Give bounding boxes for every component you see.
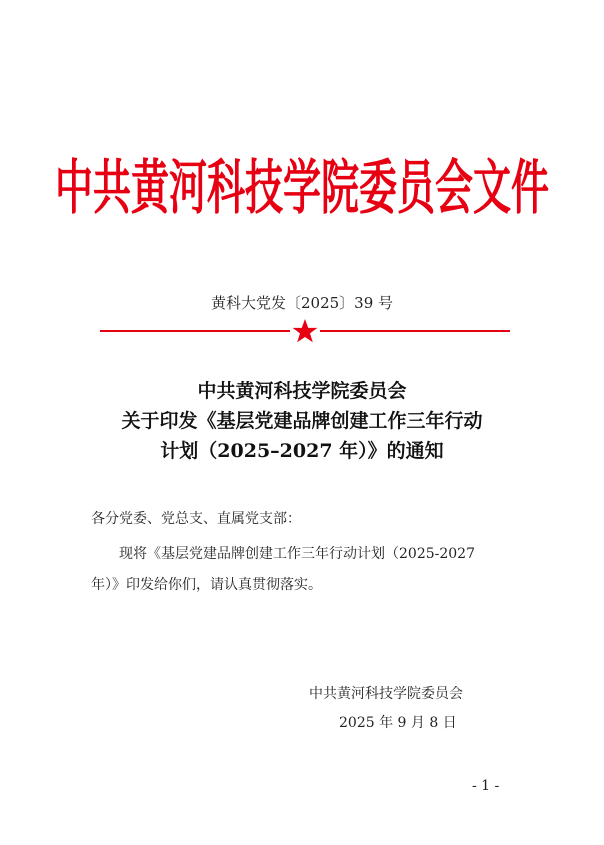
document-number: 黄科大党发〔2025〕39 号	[210, 294, 394, 312]
body-line-2: 年）》印发给你们，请认真贯彻落实。	[91, 577, 322, 593]
notice-title	[0, 376, 604, 466]
document-header-title: 中共黄河科技学院委员会文件	[54, 152, 549, 223]
notice-title-line-1: 中共黄河科技学院委员会	[197, 380, 407, 402]
page-number: - 1 -	[472, 778, 500, 794]
notice-title-line-2: 关于印发《基层党建品牌创建工作三年行动	[121, 410, 483, 432]
signature: 中共黄河科技学院委员会	[309, 686, 463, 702]
notice-title-line-3: 计划（2025–2027 年）》的通知	[160, 440, 444, 462]
body-paragraph	[91, 539, 515, 601]
star-icon	[293, 319, 318, 342]
issue-date: 2025 年 9 月 8 日	[339, 715, 457, 731]
red-divider	[100, 316, 510, 346]
recipients: 各分党委、党总支、直属党支部：	[91, 511, 301, 527]
body-line-1: 现将《基层党建品牌创建工作三年行动计划（2025-2027	[119, 546, 475, 562]
